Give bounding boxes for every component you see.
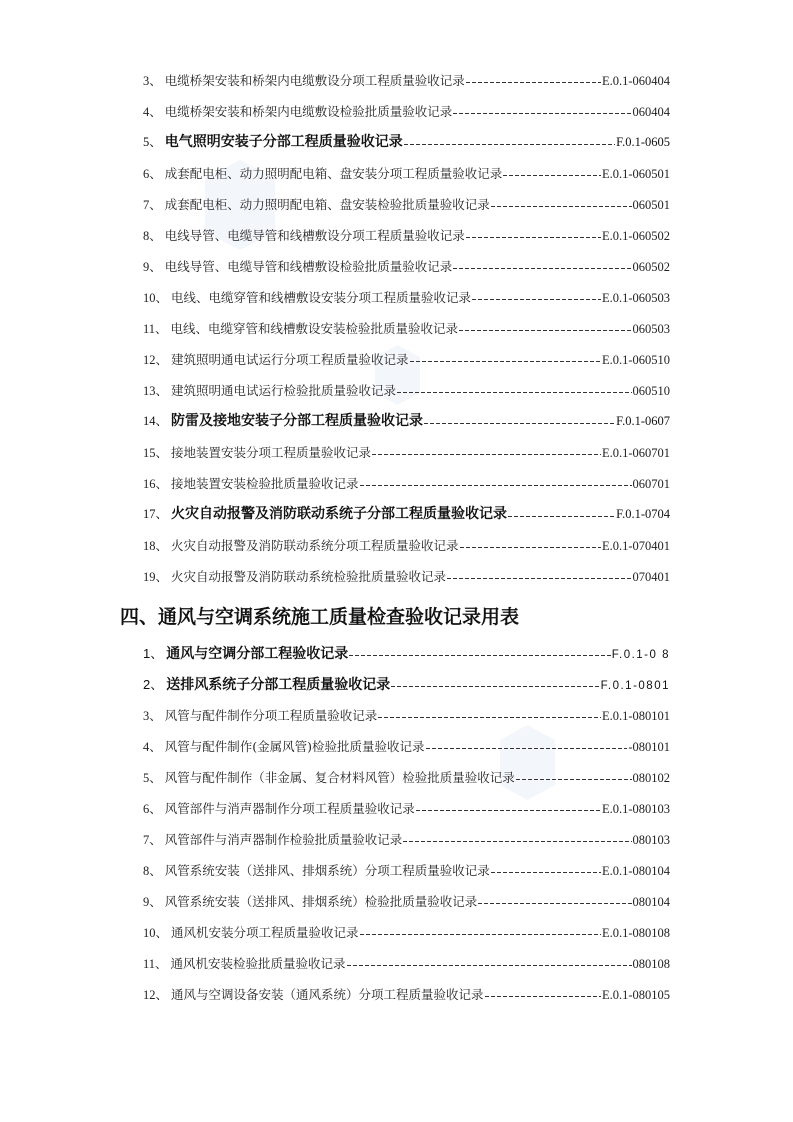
- entry-title: 通风与空调设备安装（通风系统）分项工程质量验收记录: [171, 987, 484, 1002]
- dot-leader: [416, 810, 601, 811]
- entry-form-code: 060404: [632, 105, 670, 119]
- entry-form-code: 080102: [632, 771, 670, 785]
- toc-entry: [143, 282, 670, 313]
- toc-entry: [143, 406, 670, 437]
- dot-leader: [472, 299, 601, 300]
- entry-number: 8、: [143, 864, 162, 878]
- entry-title: 电线导管、电缆导管和线槽敷设分项工程质量验收记录: [164, 228, 465, 243]
- entry-form-code: F.0.1-0607: [616, 414, 670, 428]
- entry-form-code: F.0.1-0605: [616, 135, 670, 149]
- entry-form-code: E.0.1-060701: [601, 446, 670, 460]
- dot-leader: [491, 206, 632, 207]
- toc-entry: [143, 886, 670, 917]
- entry-form-code: E.0.1-060501: [601, 167, 670, 181]
- entry-number: 3、: [143, 74, 162, 88]
- dot-leader: [503, 175, 601, 176]
- entry-form-code: 070401: [632, 570, 670, 584]
- entry-form-code: 080104: [632, 895, 670, 909]
- entry-title: 送排风系统子分部工程质量验收记录: [166, 677, 391, 693]
- dot-leader: [410, 361, 601, 362]
- toc-entry: [143, 468, 670, 499]
- toc-entry: [143, 375, 670, 406]
- entry-title: 通风机安装检验批质量验收记录: [170, 956, 346, 971]
- entry-number: 13、: [143, 384, 169, 398]
- entry-title: 火灾自动报警及消防联动系统分项工程质量验收记录: [171, 538, 459, 553]
- toc-entry: [143, 948, 670, 979]
- entry-form-code: F.0.1-0801: [600, 680, 670, 692]
- toc-entry: [143, 158, 670, 189]
- dot-leader: [360, 485, 632, 486]
- entry-form-code: -080101: [628, 740, 670, 754]
- toc-entry: [143, 65, 670, 96]
- toc-entry: [143, 251, 670, 282]
- entry-number: 7、: [143, 833, 162, 847]
- entry-number: 4、: [143, 105, 162, 119]
- entry-title: 通风机安装分项工程质量验收记录: [171, 925, 359, 940]
- dot-leader: [426, 748, 628, 749]
- dot-leader: [459, 330, 631, 331]
- entry-number: 8、: [143, 229, 162, 243]
- toc-entry: [143, 917, 670, 948]
- entry-title: 接地装置安装检验批质量验收记录: [171, 476, 359, 491]
- entry-number: 6、: [143, 802, 162, 816]
- entry-number: 9、: [143, 895, 162, 909]
- toc-entry: [143, 313, 670, 344]
- entry-form-code: E.0.1-080105: [601, 988, 670, 1002]
- dot-leader: [372, 454, 601, 455]
- entry-title: 电线导管、电缆导管和线槽敷设检验批质量验收记录: [164, 259, 453, 274]
- toc-entry: [143, 344, 670, 375]
- entry-title: 风管系统安装（送排风、排烟系统）分项工程质量验收记录: [164, 863, 490, 878]
- dot-leader: [508, 516, 615, 517]
- dot-leader: [391, 686, 599, 687]
- entry-form-code: 060503: [632, 322, 670, 336]
- entry-number: 19、: [143, 570, 169, 584]
- entry-form-code: F.0.1-0704: [616, 507, 670, 521]
- entry-number: 16、: [143, 477, 169, 491]
- entry-title: 风管与配件制作分项工程质量验收记录: [164, 708, 378, 723]
- toc-entry: [143, 855, 670, 886]
- entry-number: 5、: [143, 771, 162, 785]
- dot-leader: [516, 779, 632, 780]
- toc-entry: [143, 530, 670, 561]
- dot-leader: [360, 934, 601, 935]
- entry-form-code: 080103: [632, 833, 670, 847]
- entry-form-code: E.0.1-070401: [601, 539, 670, 553]
- dot-leader: [491, 872, 601, 873]
- entry-form-code: E.0.1-060510: [601, 353, 670, 367]
- toc-entry: [143, 220, 670, 251]
- entry-number: 17、: [143, 507, 169, 521]
- entry-number: 10、: [143, 926, 169, 940]
- entry-title: 电缆桥架安装和桥架内电缆敷设分项工程质量验收记录: [164, 73, 465, 88]
- entry-form-code: E.0.1-080103: [601, 802, 670, 816]
- entry-form-code: E.0.1-080104: [601, 864, 670, 878]
- entry-title: 风管与配件制作(金属风管)检验批质量验收记录: [164, 739, 425, 754]
- entry-title: 风管部件与消声器制作分项工程质量验收记录: [164, 801, 415, 816]
- dot-leader: [404, 144, 615, 145]
- entry-number: 3、: [143, 709, 162, 723]
- entry-title: 风管与配件制作（非金属、复合材料风管）检验批质量验收记录: [164, 770, 515, 785]
- toc-entry: [143, 669, 670, 700]
- entry-title: 电气照明安装子分部工程质量验收记录: [164, 134, 403, 150]
- entry-title: 风管部件与消声器制作检验批质量验收记录: [164, 832, 403, 847]
- toc-entry: [143, 979, 670, 1010]
- dot-leader: [424, 423, 615, 424]
- entry-title: 成套配电柜、动力照明配电箱、盘安装分项工程质量验收记录: [164, 166, 503, 181]
- entry-number: 11、: [143, 322, 168, 336]
- entry-title: 通风与空调分部工程验收记录: [166, 646, 349, 662]
- entry-number: 5、: [143, 135, 162, 149]
- entry-form-code: E.0.1-080101: [601, 709, 670, 723]
- entry-form-code: E.0.1-060503: [601, 291, 670, 305]
- entry-title: 火灾自动报警及消防联动系统检验批质量验收记录: [171, 569, 447, 584]
- toc-entry: [143, 127, 670, 158]
- toc-entry: [143, 700, 670, 731]
- entry-title: 风管系统安装（送排风、排烟系统）检验批质量验收记录: [164, 894, 478, 909]
- entry-number: 1、: [143, 646, 164, 661]
- entry-number: 7、: [143, 198, 162, 212]
- dot-leader: [466, 82, 601, 83]
- toc-list-hvac: [143, 638, 670, 1010]
- entry-title: 成套配电柜、动力照明配电箱、盘安装检验批质量验收记录: [164, 197, 490, 212]
- entry-number: 11、: [143, 957, 168, 971]
- dot-leader: [453, 113, 631, 114]
- entry-form-code: 060502: [632, 260, 670, 274]
- dot-leader: [347, 965, 632, 966]
- entry-form-code: E.0.1-080108: [601, 926, 670, 940]
- entry-number: 12、: [143, 353, 169, 367]
- entry-form-code: F.0.1-0 8: [611, 649, 670, 661]
- entry-title: 建筑照明通电试运行检验批质量验收记录: [171, 383, 397, 398]
- entry-form-code: 080108: [632, 957, 670, 971]
- entry-title: 电线、电缆穿管和线槽敷设安装检验批质量验收记录: [170, 321, 459, 336]
- dot-leader: [478, 903, 631, 904]
- entry-number: 10、: [143, 291, 169, 305]
- entry-form-code: 060501: [632, 198, 670, 212]
- entry-title: 电线、电缆穿管和线槽敷设安装分项工程质量验收记录: [171, 290, 472, 305]
- entry-number: 2、: [143, 677, 164, 692]
- dot-leader: [460, 547, 601, 548]
- toc-entry: [143, 824, 670, 855]
- entry-number: 14、: [143, 414, 169, 428]
- dot-leader: [466, 237, 601, 238]
- section-heading: 四、通风与空调系统施工质量检查验收记录用表: [120, 606, 520, 628]
- entry-title: 电缆桥架安装和桥架内电缆敷设检验批质量验收记录: [164, 104, 453, 119]
- entry-title: 防雷及接地安装子分部工程质量验收记录: [171, 413, 424, 429]
- toc-entry: [143, 561, 670, 592]
- dot-leader: [397, 392, 631, 393]
- entry-form-code: E.0.1-060404: [601, 74, 670, 88]
- entry-number: 12、: [143, 988, 169, 1002]
- toc-entry: [143, 189, 670, 220]
- toc-entry: [143, 96, 670, 127]
- entry-title: 建筑照明通电试运行分项工程质量验收记录: [171, 352, 409, 367]
- toc-entry: [143, 762, 670, 793]
- entry-title: 火灾自动报警及消防联动系统子分部工程质量验收记录: [171, 506, 508, 522]
- entry-form-code: 060701: [632, 477, 670, 491]
- toc-entry: [143, 793, 670, 824]
- toc-entry: [143, 638, 670, 669]
- dot-leader: [403, 841, 631, 842]
- entry-title: 接地装置安装分项工程质量验收记录: [171, 445, 372, 460]
- dot-leader: [447, 578, 631, 579]
- entry-number: 9、: [143, 260, 162, 274]
- entry-number: 18、: [143, 539, 169, 553]
- entry-number: 15、: [143, 446, 169, 460]
- dot-leader: [485, 996, 601, 997]
- entry-form-code: E.0.1-060502: [601, 229, 670, 243]
- entry-form-code: 060510: [632, 384, 670, 398]
- toc-entry: [143, 437, 670, 468]
- entry-number: 4、: [143, 740, 162, 754]
- dot-leader: [453, 268, 631, 269]
- toc-list-electrical: [143, 65, 670, 592]
- dot-leader: [349, 655, 611, 656]
- toc-entry: [143, 731, 670, 762]
- dot-leader: [378, 717, 601, 718]
- toc-entry: [143, 499, 670, 530]
- entry-number: 6、: [143, 167, 162, 181]
